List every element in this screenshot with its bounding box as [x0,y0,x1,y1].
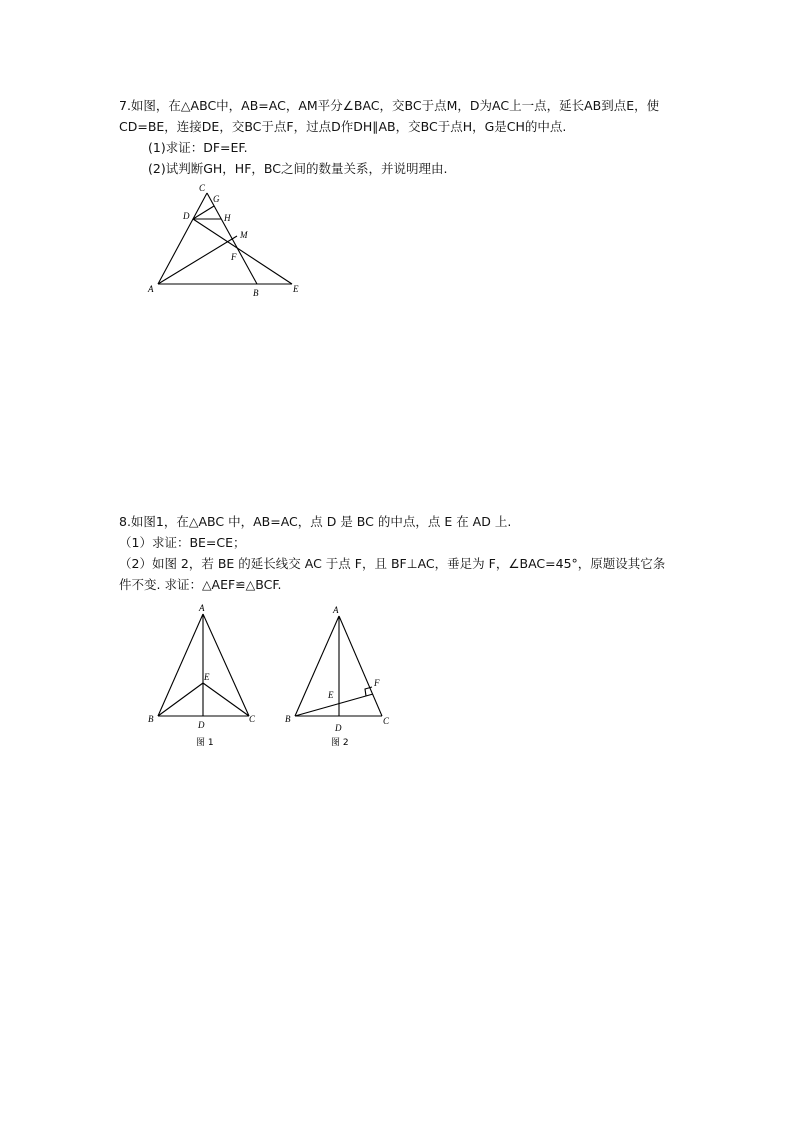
fig2-label-F: F [374,678,380,688]
problem7-line2: CD=BE，连接DE，交BC于点F，过点D作DH∥AB，交BC于点H，G是CH的中点. [119,119,567,134]
fig1-label-E: E [204,672,210,682]
fig1-label-C: C [249,714,256,724]
fig2-label-D: D [335,723,342,733]
problem8-figure-1 [145,600,265,750]
label-C: C [199,183,206,193]
label-E: E [293,284,299,294]
problem8-part2-line2: 件不变. 求证：△AEF≌△BCF. [119,577,282,592]
line-DE [193,219,292,284]
problem8-line1: 8.如图1，在△ABC 中，AB=AC，点 D 是 BC 的中点，点 E 在 AD 上. [119,514,512,529]
fig2-label-E: E [328,690,334,700]
fig1-label-A: A [199,603,205,613]
fig2-label-C: C [383,716,390,726]
label-H: H [224,213,231,223]
fig2-caption: 图 2 [331,738,349,748]
label-D: D [183,211,190,221]
label-B: B [253,288,259,298]
label-M: M [240,230,248,240]
label-F: F [231,252,237,262]
fig1-caption: 图 1 [196,738,214,748]
problem8-part2-line1: （2）如图 2，若 BE 的延长线交 AC 于点 F，且 BF⊥AC，垂足为 F，∠BAC=45°，原题设其它条 [119,556,666,571]
fig2-lines [295,616,382,716]
problem7-figure-lines [158,193,292,284]
line-BF [295,694,373,716]
line-AB [158,614,203,716]
line-AM [158,236,237,284]
label-G: G [213,194,220,204]
problem8-figure-2 [280,600,400,750]
problem8-part1: （1）求证：BE=CE； [119,535,246,550]
fig2-label-B: B [285,714,291,724]
fig1-lines [158,614,249,716]
fig1-label-B: B [148,714,154,724]
fig1-label-D: D [198,720,205,730]
problem7-part2: (2)试判断GH，HF，BC之间的数量关系，并说明理由. [148,161,448,176]
problem7-figure [140,180,310,300]
fig2-label-A: A [333,605,339,615]
line-AC [158,193,207,284]
label-A: A [148,284,154,294]
problem7-part1: (1)求证：DF=EF. [148,140,248,155]
line-AC [339,616,382,716]
line-AB [295,616,339,716]
problem7-line1: 7.如图，在△ABC中，AB=AC，AM平分∠BAC，交BC于点M，D为AC上一点，延长AB到点E，使 [119,98,660,113]
line-AC [203,614,249,716]
